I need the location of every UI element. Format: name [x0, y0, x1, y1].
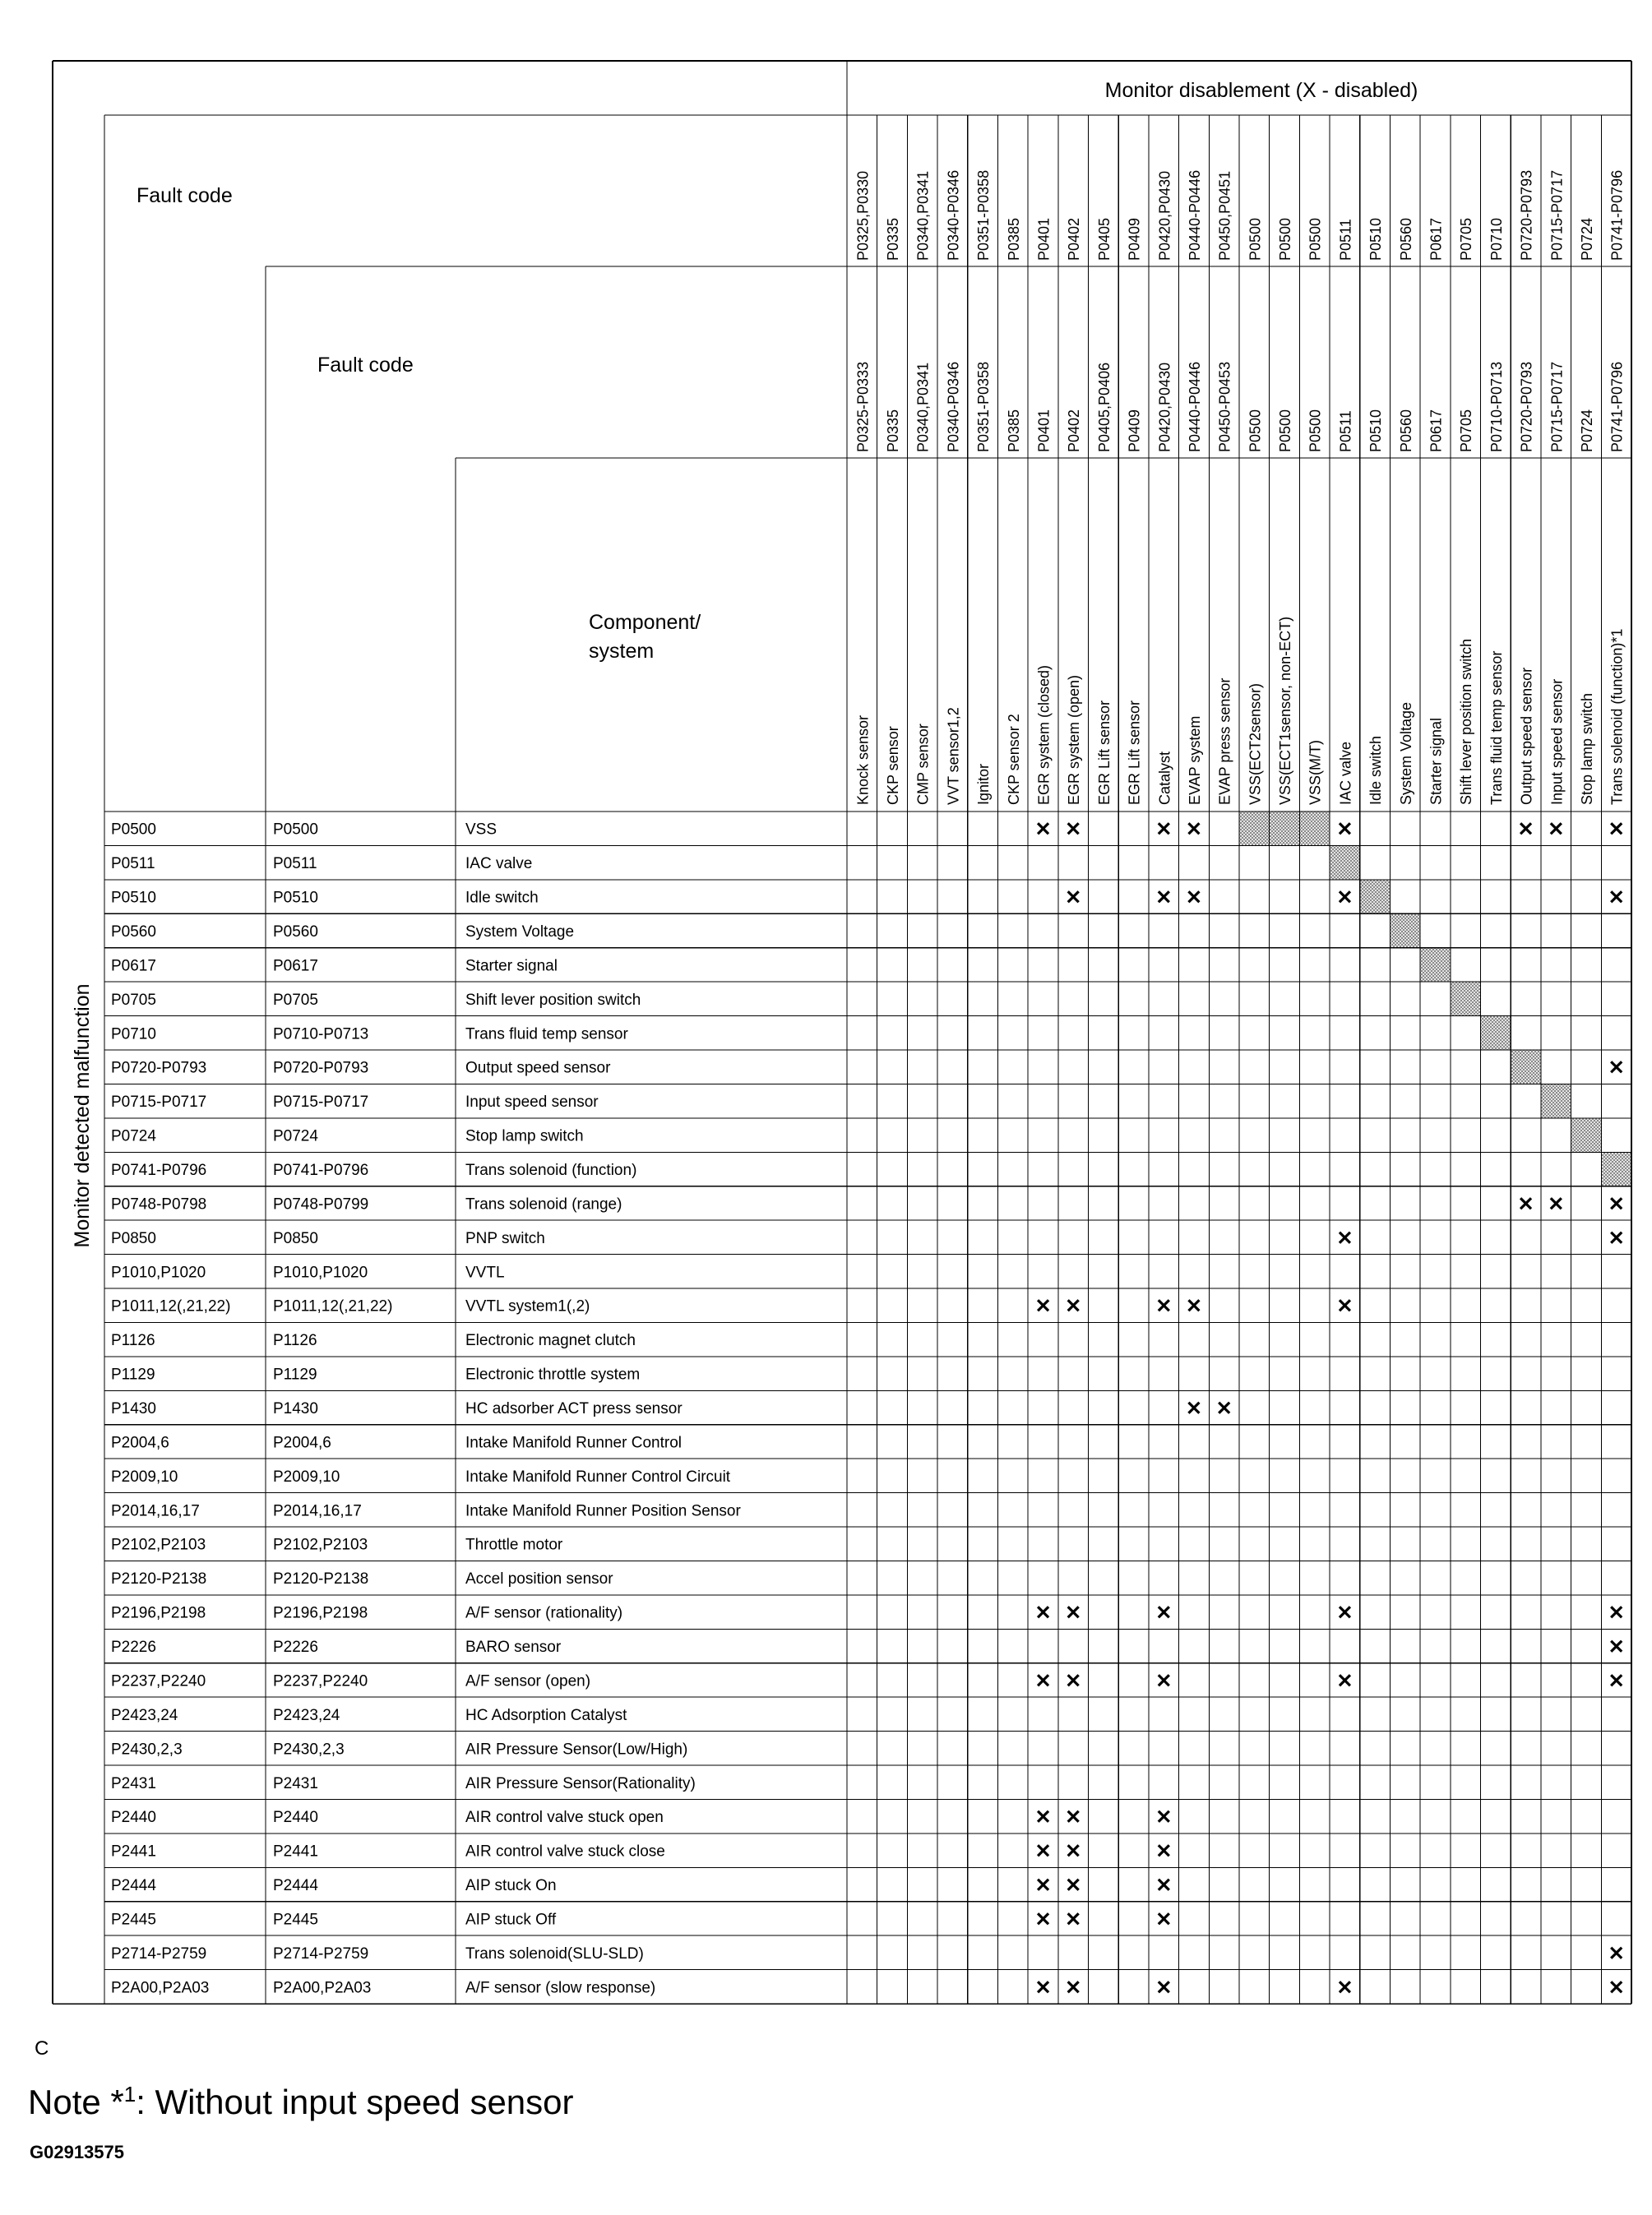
- row-fault-code-secondary: P2226: [273, 1639, 318, 1657]
- disabled-x-mark: ✕: [1065, 1806, 1082, 1829]
- disabled-x-mark: ✕: [1336, 1602, 1354, 1625]
- column-code-secondary: P0450-P0453: [1216, 361, 1233, 452]
- disabled-x-mark: ✕: [1336, 818, 1354, 841]
- row-component-name: PNP switch: [465, 1229, 545, 1247]
- row-fault-code-primary: P0710: [111, 1025, 156, 1043]
- row-fault-code-primary: P2196,P2198: [111, 1604, 206, 1622]
- row-fault-code-primary: P2009,10: [111, 1468, 178, 1486]
- disabled-x-mark: ✕: [1034, 1908, 1052, 1931]
- column-code-secondary: P0617: [1428, 409, 1445, 452]
- self-diagnosis-shaded-cell: [1390, 913, 1420, 947]
- row-fault-code-primary: P2430,2,3: [111, 1741, 183, 1759]
- row-fault-code-secondary: P2237,P2240: [273, 1672, 368, 1690]
- column-component-name: EGR system (open): [1066, 674, 1083, 805]
- row-fault-code-secondary: P1430: [273, 1400, 318, 1418]
- disabled-x-mark: ✕: [1336, 1977, 1354, 2000]
- column-code-primary: P0710: [1488, 217, 1505, 261]
- row-fault-code-primary: P0510: [111, 889, 156, 907]
- disabled-x-mark: ✕: [1185, 1295, 1203, 1318]
- row-fault-code-primary: P2423,24: [111, 1706, 178, 1724]
- column-component-name: EGR Lift sensor: [1095, 700, 1113, 805]
- row-fault-code-secondary: P1129: [273, 1366, 317, 1384]
- column-component-name: IAC valve: [1337, 741, 1354, 805]
- row-component-name: AIR control valve stuck close: [465, 1843, 665, 1861]
- column-code-primary: P0715-P0717: [1548, 169, 1566, 261]
- column-component-name: Trans solenoid (function)*1: [1608, 628, 1626, 805]
- column-code-primary: P0402: [1066, 217, 1083, 261]
- column-code-primary: P0500: [1247, 217, 1264, 261]
- row-fault-code-secondary: P0500: [273, 821, 318, 839]
- row-fault-code-primary: P2445: [111, 1911, 156, 1929]
- row-component-name: Throttle motor: [465, 1536, 563, 1554]
- column-component-name: EVAP system: [1186, 715, 1203, 805]
- disabled-x-mark: ✕: [1608, 886, 1625, 909]
- row-component-name: Starter signal: [465, 957, 558, 975]
- disabled-x-mark: ✕: [1034, 818, 1052, 841]
- column-component-name: VSS(M/T): [1307, 740, 1324, 805]
- row-fault-code-secondary: P0710-P0713: [273, 1025, 369, 1043]
- disabled-x-mark: ✕: [1336, 886, 1354, 909]
- row-fault-code-primary: P0850: [111, 1229, 156, 1247]
- row-fault-code-primary: P0500: [111, 821, 156, 839]
- row-fault-code-secondary: P2431: [273, 1774, 318, 1792]
- disabled-x-mark: ✕: [1155, 1977, 1173, 2000]
- row-component-name: Accel position sensor: [465, 1570, 613, 1588]
- column-code-primary: P0401: [1035, 217, 1053, 261]
- row-fault-code-primary: P0705: [111, 991, 156, 1009]
- row-fault-code-primary: P1126: [111, 1332, 155, 1350]
- side-label-monitor-detected-malfunction: Monitor detected malfunction: [71, 983, 94, 1248]
- column-component-name: VVT sensor1,2: [945, 707, 962, 805]
- row-component-name: AIR control valve stuck open: [465, 1809, 664, 1827]
- column-code-secondary: P0560: [1397, 409, 1414, 452]
- column-component-name: VSS(ECT2sensor): [1247, 682, 1264, 805]
- row-fault-code-secondary: P1010,P1020: [273, 1264, 368, 1282]
- disabled-x-mark: ✕: [1155, 818, 1173, 841]
- column-code-secondary: P0440-P0446: [1186, 361, 1203, 452]
- column-code-primary: P0705: [1458, 217, 1475, 261]
- disabled-x-mark: ✕: [1065, 1602, 1082, 1625]
- row-fault-code-secondary: P1126: [273, 1332, 317, 1350]
- row-component-name: System Voltage: [465, 923, 575, 941]
- figure-letter: C: [35, 2037, 49, 2060]
- disabled-x-mark: ✕: [1185, 1398, 1203, 1421]
- disabled-x-mark: ✕: [1155, 1295, 1173, 1318]
- row-component-name: A/F sensor (open): [465, 1672, 591, 1690]
- row-component-name: Trans solenoid (function): [465, 1162, 637, 1180]
- column-component-name: CKP sensor 2: [1005, 714, 1022, 805]
- disabled-x-mark: ✕: [1155, 1806, 1173, 1829]
- row-fault-code-secondary: P2102,P2103: [273, 1536, 368, 1554]
- column-component-name: EGR Lift sensor: [1126, 700, 1143, 805]
- row-fault-code-primary: P2441: [111, 1843, 156, 1861]
- self-diagnosis-shaded-cell: [1239, 812, 1270, 845]
- disabled-x-mark: ✕: [1065, 818, 1082, 841]
- row-component-name: VSS: [465, 821, 497, 839]
- column-component-name: Shift lever position switch: [1458, 638, 1475, 805]
- column-component-name: CMP sensor: [914, 724, 932, 805]
- column-code-secondary: P0351-P0358: [975, 361, 993, 452]
- disabled-x-mark: ✕: [1065, 1908, 1082, 1931]
- column-component-name: EVAP press sensor: [1216, 677, 1233, 805]
- column-code-secondary: P0500: [1307, 409, 1324, 452]
- row-component-name: A/F sensor (rationality): [465, 1604, 623, 1622]
- row-component-name: Trans solenoid (range): [465, 1195, 622, 1214]
- disabled-x-mark: ✕: [1034, 1670, 1052, 1693]
- column-code-secondary: P0500: [1247, 409, 1264, 452]
- fault-code-header-top: Fault code: [137, 184, 233, 207]
- column-code-primary: P0724: [1578, 217, 1595, 261]
- column-component-name: Trans fluid temp sensor: [1488, 650, 1505, 805]
- disabled-x-mark: ✕: [1517, 1193, 1534, 1216]
- disabled-x-mark: ✕: [1155, 1908, 1173, 1931]
- row-fault-code-secondary: P0715-P0717: [273, 1094, 369, 1112]
- disabled-x-mark: ✕: [1065, 1875, 1082, 1898]
- row-component-name: Stop lamp switch: [465, 1127, 584, 1145]
- disabled-x-mark: ✕: [1336, 1295, 1354, 1318]
- row-component-name: Output speed sensor: [465, 1059, 611, 1077]
- disabled-x-mark: ✕: [1185, 818, 1203, 841]
- row-fault-code-secondary: P0724: [273, 1127, 318, 1145]
- self-diagnosis-shaded-cell: [1481, 1016, 1511, 1050]
- disabled-x-mark: ✕: [1065, 886, 1082, 909]
- row-fault-code-secondary: P0560: [273, 923, 318, 941]
- footnote: [28, 2082, 574, 2122]
- disabled-x-mark: ✕: [1608, 1057, 1625, 1080]
- row-fault-code-secondary: P2445: [273, 1911, 318, 1929]
- column-code-secondary: P0402: [1066, 409, 1083, 452]
- column-code-primary: P0500: [1277, 217, 1294, 261]
- column-component-name: Ignitor: [975, 763, 993, 805]
- row-component-name: HC adsorber ACT press sensor: [465, 1400, 683, 1418]
- column-code-secondary: P0405,P0406: [1095, 362, 1113, 452]
- disabled-x-mark: ✕: [1608, 818, 1625, 841]
- column-code-secondary: P0720-P0793: [1518, 361, 1535, 452]
- column-code-primary: P0500: [1307, 217, 1324, 261]
- self-diagnosis-shaded-cell: [1420, 948, 1451, 982]
- self-diagnosis-shaded-cell: [1270, 812, 1300, 845]
- column-code-primary: P0741-P0796: [1608, 169, 1626, 261]
- column-code-primary: P0440-P0446: [1186, 169, 1203, 261]
- self-diagnosis-shaded-cell: [1299, 812, 1330, 845]
- monitor-disablement-header: Monitor disablement (X - disabled): [1104, 79, 1418, 102]
- row-fault-code-secondary: P2004,6: [273, 1434, 331, 1452]
- column-component-name: Stop lamp switch: [1578, 692, 1595, 805]
- disabled-x-mark: ✕: [1065, 1840, 1082, 1863]
- disabled-x-mark: ✕: [1517, 818, 1534, 841]
- column-code-primary: P0340-P0346: [945, 169, 962, 261]
- column-code-secondary: P0401: [1035, 409, 1053, 452]
- column-code-primary: P0409: [1126, 217, 1143, 261]
- row-component-name: AIP stuck Off: [465, 1911, 557, 1929]
- component-system-header-line1: Component/: [589, 611, 701, 634]
- row-fault-code-secondary: P2014,16,17: [273, 1502, 362, 1520]
- row-component-name: VVTL: [465, 1264, 505, 1282]
- row-component-name: Shift lever position switch: [465, 991, 641, 1009]
- disabled-x-mark: ✕: [1608, 1977, 1625, 2000]
- row-fault-code-primary: P1011,12(,21,22): [111, 1297, 231, 1316]
- disabled-x-mark: ✕: [1065, 1295, 1082, 1318]
- disabled-x-mark: ✕: [1034, 1602, 1052, 1625]
- row-fault-code-secondary: P0720-P0793: [273, 1059, 369, 1077]
- row-component-name: AIR Pressure Sensor(Low/High): [465, 1741, 688, 1759]
- row-fault-code-primary: P2102,P2103: [111, 1536, 206, 1554]
- row-component-name: Electronic magnet clutch: [465, 1332, 636, 1350]
- row-fault-code-primary: P0724: [111, 1127, 156, 1145]
- disabled-x-mark: ✕: [1608, 1227, 1625, 1250]
- component-system-header-line2: system: [589, 640, 655, 663]
- row-fault-code-secondary: P2714-P2759: [273, 1944, 369, 1963]
- row-fault-code-primary: P2120-P2138: [111, 1570, 207, 1588]
- column-component-name: Catalyst: [1156, 751, 1173, 805]
- row-component-name: Intake Manifold Runner Control: [465, 1434, 682, 1452]
- column-code-primary: P0720-P0793: [1518, 169, 1535, 261]
- disabled-x-mark: ✕: [1608, 1942, 1625, 1965]
- row-fault-code-primary: P0720-P0793: [111, 1059, 207, 1077]
- row-fault-code-secondary: P2441: [273, 1843, 318, 1861]
- column-component-name: Output speed sensor: [1518, 667, 1535, 805]
- column-component-name: Starter signal: [1428, 717, 1445, 805]
- footnote-superscript: 1: [123, 2082, 137, 2106]
- column-component-name: System Voltage: [1397, 701, 1414, 805]
- row-fault-code-secondary: P2196,P2198: [273, 1604, 368, 1622]
- row-fault-code-primary: P2440: [111, 1809, 156, 1827]
- row-component-name: A/F sensor (slow response): [465, 1979, 656, 1997]
- row-fault-code-secondary: P0850: [273, 1229, 318, 1247]
- row-component-name: Idle switch: [465, 889, 539, 907]
- disabled-x-mark: ✕: [1548, 1193, 1565, 1216]
- row-fault-code-primary: P2A00,P2A03: [111, 1979, 210, 1997]
- row-fault-code-secondary: P2120-P2138: [273, 1570, 369, 1588]
- column-code-secondary: P0325-P0333: [854, 361, 872, 452]
- self-diagnosis-shaded-cell: [1451, 982, 1481, 1015]
- row-fault-code-secondary: P0741-P0796: [273, 1162, 369, 1180]
- column-component-name: Idle switch: [1367, 735, 1385, 805]
- row-component-name: Intake Manifold Runner Position Sensor: [465, 1502, 741, 1520]
- disabled-x-mark: ✕: [1608, 1636, 1625, 1659]
- row-fault-code-secondary: P2009,10: [273, 1468, 340, 1486]
- column-code-secondary: P0705: [1458, 409, 1475, 452]
- column-code-secondary: P0511: [1337, 410, 1354, 452]
- row-fault-code-secondary: P0511: [273, 855, 317, 873]
- self-diagnosis-shaded-cell: [1571, 1118, 1602, 1152]
- row-fault-code-secondary: P0748-P0799: [273, 1195, 369, 1214]
- disabled-x-mark: ✕: [1034, 1977, 1052, 2000]
- row-fault-code-secondary: P0705: [273, 991, 318, 1009]
- fault-code-header-second: Fault code: [317, 354, 414, 377]
- column-component-name: VSS(ECT1sensor, non-ECT): [1277, 616, 1294, 805]
- disabled-x-mark: ✕: [1155, 886, 1173, 909]
- column-code-secondary: P0741-P0796: [1608, 361, 1626, 452]
- column-code-secondary: P0409: [1126, 409, 1143, 452]
- disabled-x-mark: ✕: [1608, 1670, 1625, 1693]
- self-diagnosis-shaded-cell: [1541, 1084, 1571, 1117]
- row-fault-code-primary: P0560: [111, 923, 156, 941]
- disabled-x-mark: ✕: [1336, 1670, 1354, 1693]
- row-fault-code-primary: P1010,P1020: [111, 1264, 206, 1282]
- column-code-secondary: P0420,P0430: [1156, 362, 1173, 452]
- column-code-secondary: P0715-P0717: [1548, 361, 1566, 452]
- disabled-x-mark: ✕: [1608, 1193, 1625, 1216]
- row-fault-code-primary: P2444: [111, 1877, 156, 1895]
- figure-id: G02913575: [30, 2142, 124, 2162]
- disabled-x-mark: ✕: [1215, 1398, 1233, 1421]
- disabled-x-mark: ✕: [1034, 1875, 1052, 1898]
- disabled-x-mark: ✕: [1155, 1840, 1173, 1863]
- row-component-name: BARO sensor: [465, 1639, 562, 1657]
- disabled-x-mark: ✕: [1034, 1806, 1052, 1829]
- column-code-primary: P0340,P0341: [914, 170, 932, 261]
- self-diagnosis-shaded-cell: [1511, 1050, 1541, 1084]
- row-component-name: AIP stuck On: [465, 1877, 557, 1895]
- column-code-primary: P0351-P0358: [975, 169, 993, 261]
- column-code-secondary: P0335: [885, 409, 902, 452]
- self-diagnosis-shaded-cell: [1330, 845, 1360, 879]
- footnote-text: : Without input speed sensor: [136, 2083, 574, 2121]
- row-component-name: IAC valve: [465, 855, 533, 873]
- disabled-x-mark: ✕: [1185, 886, 1203, 909]
- row-fault-code-secondary: P2A00,P2A03: [273, 1979, 372, 1997]
- column-code-primary: P0385: [1005, 217, 1022, 261]
- column-component-name: Input speed sensor: [1548, 678, 1566, 805]
- row-component-name: Trans fluid temp sensor: [465, 1025, 628, 1043]
- row-fault-code-primary: P2226: [111, 1639, 156, 1657]
- row-fault-code-primary: P2714-P2759: [111, 1944, 207, 1963]
- disabled-x-mark: ✕: [1034, 1840, 1052, 1863]
- column-component-name: Knock sensor: [854, 714, 872, 805]
- column-code-secondary: P0724: [1578, 409, 1595, 452]
- column-code-primary: P0405: [1095, 217, 1113, 261]
- footnote-prefix: Note *: [28, 2083, 124, 2121]
- row-fault-code-primary: P2004,6: [111, 1434, 169, 1452]
- row-component-name: HC Adsorption Catalyst: [465, 1706, 627, 1724]
- disabled-x-mark: ✕: [1065, 1670, 1082, 1693]
- row-component-name: VVTL system1(,2): [465, 1297, 590, 1316]
- column-code-secondary: P0340,P0341: [914, 362, 932, 452]
- row-component-name: AIR Pressure Sensor(Rationality): [465, 1774, 696, 1792]
- self-diagnosis-shaded-cell: [1360, 880, 1391, 913]
- column-code-primary: P0325,P0330: [854, 170, 872, 261]
- self-diagnosis-shaded-cell: [1601, 1152, 1631, 1186]
- column-component-name: CKP sensor: [885, 726, 902, 805]
- column-code-primary: P0450,P0451: [1216, 170, 1233, 261]
- row-fault-code-secondary: P0510: [273, 889, 318, 907]
- row-fault-code-primary: P1129: [111, 1366, 155, 1384]
- row-fault-code-primary: P2014,16,17: [111, 1502, 200, 1520]
- row-fault-code-primary: P0617: [111, 957, 156, 975]
- column-code-primary: P0420,P0430: [1156, 170, 1173, 261]
- row-component-name: Trans solenoid(SLU-SLD): [465, 1944, 644, 1963]
- row-fault-code-primary: P2431: [111, 1774, 156, 1792]
- row-fault-code-secondary: P2423,24: [273, 1706, 340, 1724]
- row-fault-code-secondary: P2430,2,3: [273, 1741, 345, 1759]
- disabled-x-mark: ✕: [1608, 1602, 1625, 1625]
- row-fault-code-secondary: P0617: [273, 957, 318, 975]
- column-code-secondary: P0510: [1367, 409, 1385, 452]
- row-fault-code-primary: P2237,P2240: [111, 1672, 206, 1690]
- column-code-primary: P0617: [1428, 217, 1445, 261]
- column-code-secondary: P0340-P0346: [945, 361, 962, 452]
- row-fault-code-primary: P0748-P0798: [111, 1195, 207, 1214]
- column-code-secondary: P0385: [1005, 409, 1022, 452]
- column-code-primary: P0511: [1337, 219, 1354, 261]
- column-code-primary: P0510: [1367, 217, 1385, 261]
- column-code-primary: P0335: [885, 217, 902, 261]
- disabled-x-mark: ✕: [1155, 1670, 1173, 1693]
- row-fault-code-primary: P0715-P0717: [111, 1094, 207, 1112]
- row-fault-code-primary: P0511: [111, 855, 155, 873]
- disabled-x-mark: ✕: [1034, 1295, 1052, 1318]
- row-fault-code-secondary: P1011,12(,21,22): [273, 1297, 393, 1316]
- row-fault-code-secondary: P2444: [273, 1877, 318, 1895]
- row-fault-code-primary: P0741-P0796: [111, 1162, 207, 1180]
- column-code-secondary: P0500: [1277, 409, 1294, 452]
- row-fault-code-primary: P1430: [111, 1400, 156, 1418]
- disabled-x-mark: ✕: [1336, 1227, 1354, 1250]
- row-component-name: Intake Manifold Runner Control Circuit: [465, 1468, 731, 1486]
- column-component-name: EGR system (closed): [1035, 664, 1053, 805]
- column-code-primary: P0560: [1397, 217, 1414, 261]
- row-component-name: Electronic throttle system: [465, 1366, 641, 1384]
- disabled-x-mark: ✕: [1155, 1875, 1173, 1898]
- row-fault-code-secondary: P2440: [273, 1809, 318, 1827]
- row-component-name: Input speed sensor: [465, 1094, 599, 1112]
- disabled-x-mark: ✕: [1155, 1602, 1173, 1625]
- disabled-x-mark: ✕: [1065, 1977, 1082, 2000]
- disabled-x-mark: ✕: [1548, 818, 1565, 841]
- column-code-secondary: P0710-P0713: [1488, 361, 1505, 452]
